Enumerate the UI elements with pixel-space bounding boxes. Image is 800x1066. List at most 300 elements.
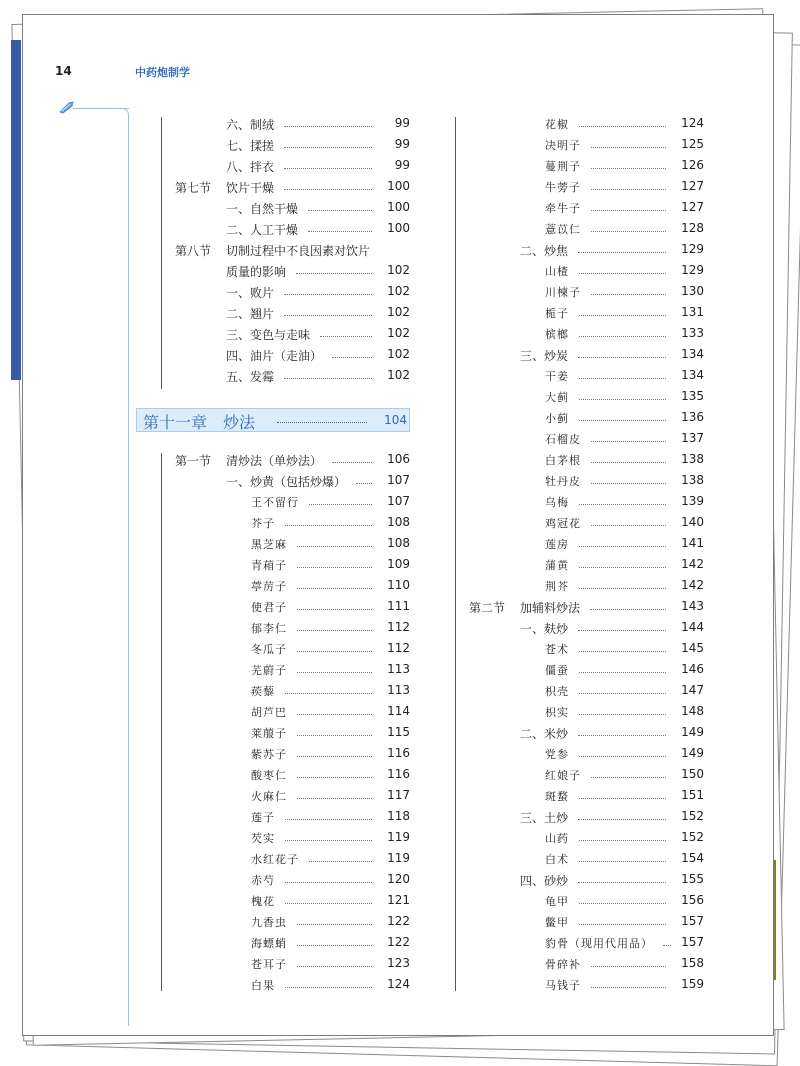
entry-label: 二、人工干燥 <box>226 223 299 237</box>
leader-dots <box>591 189 666 190</box>
entry-page: 102 <box>387 284 410 298</box>
toc-entry[interactable] <box>175 808 410 828</box>
entry-page: 141 <box>681 536 704 550</box>
leader-dots <box>578 819 666 820</box>
entry-page: 114 <box>387 704 410 718</box>
entry-label: 芜蔚子 <box>251 664 287 677</box>
toc-entry[interactable] <box>469 514 704 534</box>
toc-entry[interactable] <box>469 934 704 954</box>
entry-label: 六、制绒 <box>226 118 275 132</box>
toc-entry[interactable] <box>469 766 704 786</box>
entry-page: 140 <box>681 515 704 529</box>
entry-label: 马钱子 <box>545 979 581 992</box>
entry-page: 108 <box>387 536 410 550</box>
entry-label: 决明子 <box>545 139 581 152</box>
entry-label: 斑蝥 <box>545 790 569 803</box>
entry-page: 127 <box>681 179 704 193</box>
entry-page: 134 <box>681 347 704 361</box>
entry-page: 134 <box>681 368 704 382</box>
toc-entry[interactable] <box>469 304 704 324</box>
entry-label: 二、炒焦 <box>520 244 569 258</box>
leader-dots <box>297 756 372 757</box>
chapter-heading[interactable] <box>136 408 410 432</box>
entry-label: 红娘子 <box>545 769 581 782</box>
toc-entry[interactable] <box>175 514 410 534</box>
entry-label: 五、发霉 <box>226 370 275 384</box>
entry-page: 102 <box>387 326 410 340</box>
toc-entry[interactable] <box>175 283 410 303</box>
leader-dots <box>297 924 372 925</box>
toc-entry[interactable] <box>175 598 410 618</box>
leader-dots <box>285 840 372 841</box>
toc-entry[interactable] <box>469 871 704 891</box>
entry-page: 118 <box>387 809 410 823</box>
toc-entry[interactable] <box>469 451 704 471</box>
toc-entry[interactable] <box>175 682 410 702</box>
toc-entry[interactable] <box>469 283 704 303</box>
toc-entry[interactable] <box>175 220 410 240</box>
entry-page: 102 <box>387 347 410 361</box>
toc-entry[interactable] <box>469 955 704 975</box>
entry-label: 胡芦巴 <box>251 706 287 719</box>
entry-label: 党参 <box>545 748 569 761</box>
toc-entry[interactable] <box>469 388 704 408</box>
entry-label: 白茅根 <box>545 454 581 467</box>
leader-dots <box>297 630 372 631</box>
leader-dots <box>578 735 666 736</box>
running-head: 中药炮制学 <box>135 66 190 79</box>
entry-label: 质量的影响 <box>226 265 287 279</box>
entry-label: 四、油片（走油） <box>226 349 323 363</box>
entry-page: 108 <box>387 515 410 529</box>
leader-dots <box>356 483 372 484</box>
blue-cover-edge <box>11 40 21 380</box>
leader-dots <box>296 273 372 274</box>
toc-entry[interactable] <box>175 556 410 576</box>
toc-entry[interactable] <box>469 115 704 135</box>
entry-page: 142 <box>681 557 704 571</box>
leader-dots <box>579 672 666 673</box>
entry-page: 151 <box>681 788 704 802</box>
column-rule <box>161 117 162 389</box>
entry-page: 113 <box>387 683 410 697</box>
leader-dots <box>579 756 666 757</box>
toc-entry[interactable] <box>175 976 410 996</box>
entry-page: 152 <box>681 809 704 823</box>
leader-dots <box>591 987 666 988</box>
entry-page: 138 <box>681 473 704 487</box>
toc-entry[interactable] <box>469 472 704 492</box>
leader-dots <box>591 294 666 295</box>
toc-entry[interactable] <box>175 262 410 282</box>
leader-dots <box>591 147 666 148</box>
leader-dots <box>579 861 666 862</box>
leader-dots <box>284 378 372 379</box>
leader-dots <box>284 294 372 295</box>
entry-page: 154 <box>681 851 704 865</box>
page-number: 14 <box>55 64 72 78</box>
toc-entry[interactable] <box>175 703 410 723</box>
leader-dots <box>579 546 666 547</box>
leader-dots <box>309 504 372 505</box>
toc-entry[interactable] <box>469 976 704 996</box>
leader-dots <box>297 966 372 967</box>
entry-label: 切制过程中不良因素对饮片 <box>226 244 371 258</box>
entry-label: 山药 <box>545 832 569 845</box>
entry-label: 三、土炒 <box>520 811 569 825</box>
leader-dots <box>284 147 372 148</box>
toc-entry[interactable] <box>469 136 704 156</box>
leader-dots <box>579 504 666 505</box>
toc-entry[interactable] <box>469 598 704 618</box>
entry-label: 二、翘片 <box>226 307 275 321</box>
entry-page: 143 <box>681 599 704 613</box>
leader-dots <box>309 861 372 862</box>
entry-label: 川楝子 <box>545 286 581 299</box>
toc-entry[interactable] <box>175 304 410 324</box>
entry-label: 龟甲 <box>545 895 569 908</box>
toc-entry[interactable] <box>469 178 704 198</box>
entry-page: 148 <box>681 704 704 718</box>
entry-page: 124 <box>681 116 704 130</box>
entry-page: 129 <box>681 242 704 256</box>
leader-dots <box>579 714 666 715</box>
leader-dots <box>284 315 372 316</box>
entry-page: 155 <box>681 872 704 886</box>
entry-label: 清炒法（单炒法） <box>226 454 323 468</box>
leader-dots <box>579 567 666 568</box>
entry-label: 饮片干燥 <box>226 181 275 195</box>
margin-rule <box>128 116 129 1026</box>
toc-entry[interactable] <box>175 745 410 765</box>
entry-label: 三、炒炭 <box>520 349 569 363</box>
entry-label: 苍术 <box>545 643 569 656</box>
toc-entry[interactable] <box>175 325 410 345</box>
leader-dots <box>591 168 666 169</box>
entry-label: 酸枣仁 <box>251 769 287 782</box>
chapter-page: 104 <box>384 413 407 427</box>
entry-page: 122 <box>387 935 410 949</box>
toc-entry[interactable] <box>469 640 704 660</box>
toc-entry[interactable] <box>175 493 410 513</box>
leader-dots <box>297 714 372 715</box>
toc-entry[interactable] <box>175 115 410 135</box>
leader-dots <box>297 567 372 568</box>
leader-dots <box>579 588 666 589</box>
entry-page: 137 <box>681 431 704 445</box>
toc-entry[interactable] <box>175 619 410 639</box>
toc-entry[interactable] <box>175 787 410 807</box>
toc-entry[interactable] <box>469 199 704 219</box>
entry-label: 槟榔 <box>545 328 569 341</box>
toc-entry[interactable] <box>175 367 410 387</box>
leader-dots <box>663 945 671 946</box>
entry-label: 枳实 <box>545 706 569 719</box>
entry-label: 水红花子 <box>251 853 299 866</box>
toc-entry[interactable] <box>175 934 410 954</box>
entry-label: 薏苡仁 <box>545 223 581 236</box>
toc-entry[interactable] <box>175 661 410 681</box>
leader-dots <box>578 882 666 883</box>
leader-dots <box>579 651 666 652</box>
leader-dots <box>579 126 666 127</box>
toc-entry[interactable] <box>469 829 704 849</box>
toc-entry[interactable] <box>469 913 704 933</box>
entry-label: 干姜 <box>545 370 569 383</box>
entry-page: 159 <box>681 977 704 991</box>
entry-label: 花椒 <box>545 118 569 131</box>
toc-entry[interactable] <box>175 892 410 912</box>
toc-entry[interactable] <box>469 367 704 387</box>
entry-label: 莱菔子 <box>251 727 287 740</box>
entry-page: 122 <box>387 914 410 928</box>
entry-label: 七、揉搓 <box>226 139 275 153</box>
toc-entry[interactable] <box>175 241 410 261</box>
entry-label: 海螵蛸 <box>251 937 287 950</box>
leader-dots <box>591 441 666 442</box>
entry-page: 138 <box>681 452 704 466</box>
entry-label: 牵牛子 <box>545 202 581 215</box>
toc-entry[interactable] <box>175 766 410 786</box>
leader-dots <box>297 798 372 799</box>
leader-dots <box>320 336 372 337</box>
toc-entry[interactable] <box>469 409 704 429</box>
entry-label: 白术 <box>545 853 569 866</box>
entry-page: 99 <box>394 116 410 130</box>
leader-dots <box>285 693 372 694</box>
entry-page: 116 <box>387 746 410 760</box>
toc-entry[interactable] <box>175 829 410 849</box>
entry-label: 苍耳子 <box>251 958 287 971</box>
leader-dots <box>308 231 372 232</box>
entry-page: 135 <box>681 389 704 403</box>
entry-page: 136 <box>681 410 704 424</box>
toc-entry[interactable] <box>469 430 704 450</box>
leader-dots <box>297 588 372 589</box>
entry-label: 小蓟 <box>545 412 569 425</box>
entry-label: 蔓荆子 <box>545 160 581 173</box>
toc-entry[interactable] <box>469 325 704 345</box>
toc-entry[interactable] <box>469 619 704 639</box>
leader-dots <box>591 966 666 967</box>
entry-label: 白果 <box>251 979 275 992</box>
toc-entry[interactable] <box>175 136 410 156</box>
entry-label: 火麻仁 <box>251 790 287 803</box>
toc-entry[interactable] <box>469 157 704 177</box>
leader-dots <box>297 945 372 946</box>
entry-page: 125 <box>681 137 704 151</box>
entry-label: 三、变色与走味 <box>226 328 311 342</box>
leader-dots <box>277 422 367 423</box>
toc-entry[interactable] <box>469 724 704 744</box>
entry-page: 100 <box>387 200 410 214</box>
entry-page: 145 <box>681 641 704 655</box>
entry-label: 冬瓜子 <box>251 643 287 656</box>
toc-entry[interactable] <box>469 535 704 555</box>
section-label: 第一节 <box>175 454 212 468</box>
leader-dots <box>332 357 372 358</box>
entry-page: 127 <box>681 200 704 214</box>
toc-entry[interactable] <box>469 241 704 261</box>
entry-label: 枳壳 <box>545 685 569 698</box>
toc-entry[interactable] <box>469 346 704 366</box>
entry-label: 紫苏子 <box>251 748 287 761</box>
toc-entry[interactable] <box>469 787 704 807</box>
entry-page: 131 <box>681 305 704 319</box>
toc-entry[interactable] <box>469 745 704 765</box>
leader-dots <box>590 609 666 610</box>
leader-dots <box>579 840 666 841</box>
leader-dots <box>297 777 372 778</box>
entry-page: 133 <box>681 326 704 340</box>
leader-dots <box>579 315 666 316</box>
section-label: 第七节 <box>175 181 212 195</box>
entry-page: 128 <box>681 221 704 235</box>
entry-label: 鸡冠花 <box>545 517 581 530</box>
entry-page: 119 <box>387 851 410 865</box>
leader-dots <box>297 651 372 652</box>
entry-label: 牡丹皮 <box>545 475 581 488</box>
entry-page: 157 <box>681 935 704 949</box>
entry-page: 100 <box>387 179 410 193</box>
toc-entry[interactable] <box>175 199 410 219</box>
entry-label: 芥子 <box>251 517 275 530</box>
leader-dots <box>591 525 666 526</box>
entry-label: 乌梅 <box>545 496 569 509</box>
toc-entry[interactable] <box>469 850 704 870</box>
toc-entry[interactable] <box>175 724 410 744</box>
leader-dots <box>578 252 666 253</box>
toc-entry[interactable] <box>469 661 704 681</box>
toc-entry[interactable] <box>175 577 410 597</box>
entry-page: 102 <box>387 263 410 277</box>
toc-entry[interactable] <box>469 808 704 828</box>
entry-page: 129 <box>681 263 704 277</box>
leader-dots <box>285 903 372 904</box>
leader-dots <box>579 273 666 274</box>
leader-dots <box>297 735 372 736</box>
entry-page: 110 <box>387 578 410 592</box>
entry-page: 124 <box>387 977 410 991</box>
leader-dots <box>591 462 666 463</box>
entry-page: 146 <box>681 662 704 676</box>
entry-label: 赤芍 <box>251 874 275 887</box>
toc-entry[interactable] <box>175 346 410 366</box>
entry-page: 120 <box>387 872 410 886</box>
entry-label: 四、砂炒 <box>520 874 569 888</box>
entry-label: 一、败片 <box>226 286 275 300</box>
entry-label: 蒲黄 <box>545 559 569 572</box>
toc-entry[interactable] <box>469 220 704 240</box>
entry-page: 157 <box>681 914 704 928</box>
entry-label: 牛蒡子 <box>545 181 581 194</box>
entry-page: 112 <box>387 620 410 634</box>
toc-entry[interactable] <box>175 913 410 933</box>
entry-label: 石榴皮 <box>545 433 581 446</box>
leader-dots <box>284 168 372 169</box>
leader-dots <box>285 987 372 988</box>
toc-entry[interactable] <box>469 682 704 702</box>
entry-label: 一、自然干燥 <box>226 202 299 216</box>
entry-label: 一、麸炒 <box>520 622 569 636</box>
entry-label: 鳖甲 <box>545 916 569 929</box>
column-rule <box>455 117 456 991</box>
entry-label: 荆芥 <box>545 580 569 593</box>
entry-label: 山楂 <box>545 265 569 278</box>
entry-page: 111 <box>387 599 410 613</box>
toc-entry[interactable] <box>175 535 410 555</box>
entry-page: 142 <box>681 578 704 592</box>
entry-page: 100 <box>387 221 410 235</box>
toc-entry[interactable] <box>175 850 410 870</box>
toc-entry[interactable] <box>175 178 410 198</box>
toc-entry[interactable] <box>175 472 410 492</box>
entry-label: 莲子 <box>251 811 275 824</box>
leader-dots <box>297 609 372 610</box>
toc-entry[interactable] <box>469 703 704 723</box>
toc-entry[interactable] <box>175 157 410 177</box>
entry-page: 119 <box>387 830 410 844</box>
entry-page: 107 <box>387 473 410 487</box>
toc-entry[interactable] <box>469 892 704 912</box>
leader-dots <box>579 903 666 904</box>
toc-entry[interactable] <box>175 451 410 471</box>
toc-entry[interactable] <box>469 556 704 576</box>
toc-entry[interactable] <box>175 871 410 891</box>
toc-entry[interactable] <box>175 640 410 660</box>
entry-page: 106 <box>387 452 410 466</box>
entry-page: 158 <box>681 956 704 970</box>
entry-page: 144 <box>681 620 704 634</box>
leader-dots <box>297 672 372 673</box>
leader-dots <box>579 336 666 337</box>
entry-page: 121 <box>387 893 410 907</box>
entry-label: 一、炒黄（包括炒爆） <box>226 475 347 489</box>
margin-rule <box>73 108 129 109</box>
section-label: 第八节 <box>175 244 212 258</box>
entry-page: 130 <box>681 284 704 298</box>
entry-page: 116 <box>387 767 410 781</box>
entry-label: 葶苈子 <box>251 580 287 593</box>
entry-page: 107 <box>387 494 410 508</box>
toc-entry[interactable] <box>175 955 410 975</box>
section-label: 第二节 <box>469 601 506 615</box>
entry-label: 栀子 <box>545 307 569 320</box>
toc-entry[interactable] <box>469 262 704 282</box>
entry-page: 113 <box>387 662 410 676</box>
entry-page: 149 <box>681 746 704 760</box>
leader-dots <box>579 420 666 421</box>
entry-page: 102 <box>387 305 410 319</box>
entry-label: 八、拌衣 <box>226 160 275 174</box>
entry-page: 156 <box>681 893 704 907</box>
column-rule <box>161 453 162 991</box>
entry-page: 123 <box>387 956 410 970</box>
leader-dots <box>297 546 372 547</box>
entry-label: 槐花 <box>251 895 275 908</box>
leader-dots <box>579 924 666 925</box>
entry-page: 147 <box>681 683 704 697</box>
leader-dots <box>579 399 666 400</box>
entry-label: 二、米炒 <box>520 727 569 741</box>
toc-entry[interactable] <box>469 577 704 597</box>
entry-label: 黑芝麻 <box>251 538 287 551</box>
entry-page: 112 <box>387 641 410 655</box>
book-page <box>22 14 774 1036</box>
leader-dots <box>284 126 372 127</box>
toc-entry[interactable] <box>469 493 704 513</box>
entry-label: 豹骨（现用代用品） <box>545 937 653 950</box>
